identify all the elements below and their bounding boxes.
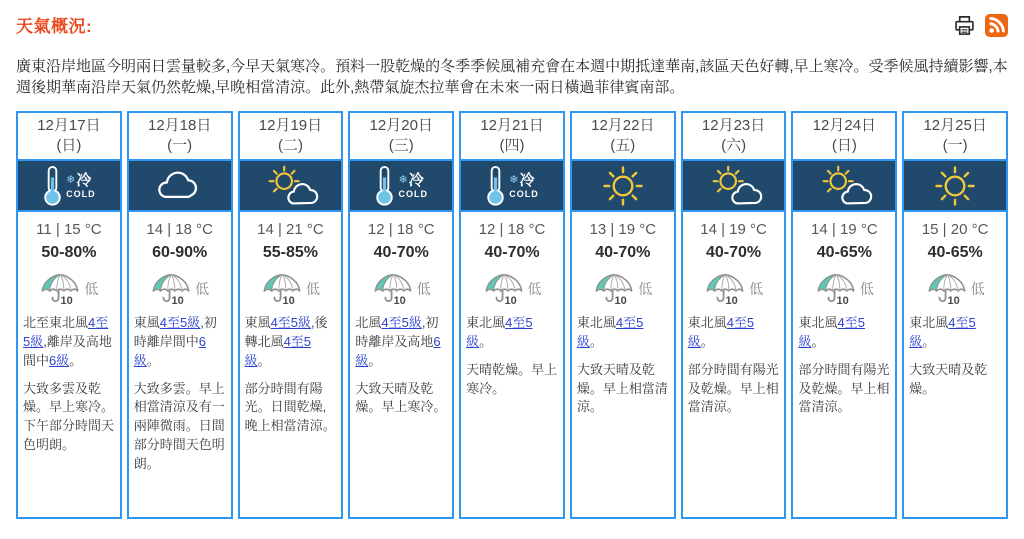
umbrella-psr-icon xyxy=(150,271,192,307)
forecast-day-card xyxy=(238,111,344,519)
weather-icon-cell xyxy=(350,161,452,212)
psr-level-label: 低 xyxy=(638,281,653,297)
forecast-day-card xyxy=(16,111,122,519)
date-label: 12月24日 xyxy=(812,117,877,134)
temperature-range: 14 | 21 °C xyxy=(257,221,324,238)
psr-level-label: 低 xyxy=(305,281,320,297)
humidity-range: 40-70% xyxy=(484,244,540,261)
weather-forecast-text: 部分時間有陽光。日間乾燥,晚上相當清涼。 xyxy=(244,380,336,434)
sun-behind-cloud-icon xyxy=(814,164,874,208)
wind-text: 。 xyxy=(479,333,493,349)
page-header xyxy=(16,12,1008,37)
cold-weather-icon xyxy=(42,164,96,208)
forecast-day-card xyxy=(791,111,897,519)
svg-text:10: 10 xyxy=(171,294,184,307)
humidity-range: 40-70% xyxy=(373,244,429,261)
wind-text: 。 xyxy=(811,333,825,349)
forecast-date xyxy=(18,113,120,161)
forecast-day-card xyxy=(127,111,233,519)
weather-icon-cell xyxy=(461,161,563,212)
wind-forecast-text xyxy=(23,314,115,371)
wind-force-link[interactable]: 4至5級 xyxy=(466,315,533,349)
weather-forecast-text: 部分時間有陽光及乾燥。早上相當清涼。 xyxy=(687,361,779,415)
svg-text:10: 10 xyxy=(503,294,517,307)
cold-label-en: COLD xyxy=(398,188,428,199)
forecast-date xyxy=(240,113,342,161)
wind-forecast-text xyxy=(688,314,780,352)
snowflake-icon: ❄ xyxy=(398,173,408,186)
weekday-label: (日) xyxy=(56,136,82,154)
date-label: 12月22日 xyxy=(591,117,655,134)
wind-force-link[interactable]: 6級 xyxy=(355,333,441,368)
weekday-label: (一) xyxy=(167,136,193,154)
cold-weather-icon xyxy=(485,164,539,208)
temperature-range: 14 | 19 °C xyxy=(811,221,878,238)
svg-text:10: 10 xyxy=(282,294,295,307)
forecast-day-card xyxy=(681,111,787,519)
wind-force-link[interactable]: 4至5級 xyxy=(244,333,312,368)
weekday-label: (二) xyxy=(277,136,303,154)
wind-force-link[interactable]: 4至5級 xyxy=(687,315,755,349)
wind-text: 東北風 xyxy=(798,315,838,330)
wind-force-link[interactable]: 4至5級 xyxy=(270,315,312,330)
temperature-range: 13 | 19 °C xyxy=(589,221,657,238)
umbrella-psr-icon xyxy=(261,271,303,307)
psr-level-label: 低 xyxy=(859,281,874,297)
weekday-label: (六) xyxy=(721,136,747,154)
rss-icon[interactable] xyxy=(985,14,1008,37)
rain-probability xyxy=(466,271,558,307)
temperature-range: 15 | 20 °C xyxy=(921,221,989,238)
weekday-label: (四) xyxy=(499,136,525,154)
forecast-day-body xyxy=(461,212,563,517)
date-label: 12月20日 xyxy=(369,117,433,134)
weather-icon-cell xyxy=(240,161,342,212)
sun-behind-cloud-icon xyxy=(260,164,320,208)
forecast-day-card xyxy=(459,111,565,519)
wind-text: 東北風 xyxy=(466,315,506,330)
snowflake-icon: ❄ xyxy=(66,173,76,186)
forecast-date xyxy=(129,113,231,161)
page-title: 天氣概況: xyxy=(16,17,93,36)
printer-icon[interactable] xyxy=(953,14,976,37)
wind-text: 。 xyxy=(922,333,936,349)
forecast-date xyxy=(350,113,452,161)
weather-forecast-text: 大致天晴及乾燥。早上寒冷。 xyxy=(355,380,447,415)
forecast-day-body xyxy=(129,212,231,517)
weather-forecast-text: 大致多雲及乾燥。早上寒冷。下午部分時間天色明朗。 xyxy=(23,380,115,453)
forecast-day-body xyxy=(18,212,120,517)
rain-probability xyxy=(23,271,115,307)
wind-text: 北至東北風 xyxy=(23,315,89,330)
wind-text: 。 xyxy=(146,352,160,368)
weather-icon-cell xyxy=(18,161,120,212)
cold-label-zh: 冷 xyxy=(408,171,424,189)
wind-text: 。 xyxy=(69,352,83,368)
wind-text: 。 xyxy=(589,333,603,349)
sunny-icon xyxy=(601,164,645,208)
weather-forecast-text: 大致多雲。早上相當清涼及有一兩陣微雨。日間部分時間天色明朗。 xyxy=(133,380,225,471)
wind-text: ,後轉北風 xyxy=(244,315,328,349)
sunny-icon xyxy=(933,164,977,208)
weather-icon-cell xyxy=(572,161,674,212)
wind-forecast-text xyxy=(134,314,226,371)
nine-day-forecast xyxy=(16,111,1008,519)
humidity-range: 60-90% xyxy=(152,244,208,261)
header-toolbar xyxy=(953,14,1008,37)
cold-label-zh: 冷 xyxy=(519,171,535,189)
wind-text: 東風 xyxy=(244,315,271,330)
weekday-label: (三) xyxy=(388,136,414,154)
date-label: 12月17日 xyxy=(37,117,101,134)
psr-level-label: 低 xyxy=(84,281,99,297)
date-label: 12月21日 xyxy=(480,117,544,134)
forecast-date xyxy=(793,113,895,161)
cloudy-icon xyxy=(151,166,209,206)
rain-probability xyxy=(798,271,890,307)
temperature-range: 14 | 19 °C xyxy=(700,221,767,238)
umbrella-psr-icon xyxy=(39,271,81,307)
humidity-range: 40-70% xyxy=(706,244,762,261)
date-label: 12月23日 xyxy=(701,117,766,134)
rain-probability xyxy=(909,271,1001,307)
weather-forecast-text: 天晴乾燥。早上寒冷。 xyxy=(466,361,558,396)
umbrella-psr-icon xyxy=(593,271,635,307)
cold-label-en: COLD xyxy=(66,188,96,199)
weather-forecast-text: 部分時間有陽光及乾燥。早上相當清涼。 xyxy=(798,361,890,415)
psr-level-label: 低 xyxy=(970,281,985,297)
wind-forecast-text xyxy=(245,314,337,371)
thermometer-icon xyxy=(42,164,63,208)
wind-forecast-text xyxy=(466,314,558,352)
wind-text: 。 xyxy=(368,352,382,368)
forecast-day-body xyxy=(350,212,452,517)
humidity-range: 40-65% xyxy=(927,244,983,261)
humidity-range: 55-85% xyxy=(262,244,319,261)
date-label: 12月25日 xyxy=(923,117,987,134)
umbrella-psr-icon xyxy=(704,271,746,307)
forecast-date xyxy=(572,113,674,161)
weekday-label: (日) xyxy=(831,136,857,154)
wind-text: ,初時離岸及高地 xyxy=(355,315,439,349)
wind-force-link[interactable]: 6級 xyxy=(49,352,70,368)
svg-text:10: 10 xyxy=(725,294,738,307)
umbrella-psr-icon xyxy=(926,271,968,307)
forecast-day-card xyxy=(570,111,676,519)
humidity-range: 50-80% xyxy=(41,244,97,261)
weather-icon-cell xyxy=(129,161,231,212)
wind-force-link[interactable]: 4至5級 xyxy=(381,315,422,330)
rain-probability xyxy=(688,271,780,307)
rain-probability xyxy=(355,271,447,307)
date-label: 12月18日 xyxy=(147,117,212,134)
cold-weather-icon xyxy=(374,164,428,208)
temperature-range: 12 | 18 °C xyxy=(478,221,546,238)
wind-force-link[interactable]: 4至5級 xyxy=(23,315,109,349)
wind-force-link[interactable]: 4至5級 xyxy=(576,315,644,349)
psr-level-label: 低 xyxy=(195,281,210,297)
forecast-day-body xyxy=(683,212,785,517)
temperature-range: 11 | 15 °C xyxy=(36,221,102,238)
psr-level-label: 低 xyxy=(416,281,431,297)
temperature-range: 12 | 18 °C xyxy=(367,221,435,238)
cold-label-en: COLD xyxy=(509,188,539,199)
wind-forecast-text xyxy=(798,314,890,352)
weather-icon-cell xyxy=(904,161,1006,212)
wind-text: 。 xyxy=(700,333,714,349)
wind-text: 東風 xyxy=(133,315,160,330)
humidity-range: 40-70% xyxy=(595,244,651,261)
wind-forecast-text xyxy=(577,314,669,352)
wind-force-link[interactable]: 6級 xyxy=(133,333,207,368)
forecast-date xyxy=(683,113,785,161)
wind-text: 東北風 xyxy=(909,315,949,330)
rain-probability xyxy=(134,271,226,307)
forecast-day-body xyxy=(904,212,1006,517)
cold-label-zh: 冷 xyxy=(76,171,92,189)
svg-text:10: 10 xyxy=(947,294,960,307)
svg-text:10: 10 xyxy=(836,294,849,307)
forecast-day-body xyxy=(793,212,895,517)
humidity-range: 40-65% xyxy=(816,244,872,261)
psr-level-label: 低 xyxy=(527,281,542,297)
wind-text: 東北風 xyxy=(687,315,727,330)
weather-icon-cell xyxy=(683,161,785,212)
forecast-day-body xyxy=(240,212,342,517)
umbrella-psr-icon xyxy=(372,271,414,307)
weather-forecast-text: 大致天晴及乾燥。 xyxy=(909,361,988,396)
weekday-label: (五) xyxy=(610,136,636,154)
forecast-date xyxy=(904,113,1006,161)
umbrella-psr-icon xyxy=(815,271,857,307)
wind-text: ,離岸及高地間中 xyxy=(23,333,112,368)
weather-forecast-text: 大致天晴及乾燥。早上相當清涼。 xyxy=(576,361,668,415)
svg-text:10: 10 xyxy=(614,294,627,307)
forecast-day-body xyxy=(572,212,674,517)
snowflake-icon: ❄ xyxy=(509,173,519,186)
wind-text: 北風 xyxy=(355,315,382,330)
forecast-day-card xyxy=(902,111,1008,519)
wind-force-link[interactable]: 4至5級 xyxy=(798,315,865,349)
wind-force-link[interactable]: 4至5級 xyxy=(159,315,201,330)
rain-probability xyxy=(245,271,337,307)
wind-text: 東北風 xyxy=(576,315,616,330)
wind-text: 。 xyxy=(257,352,271,368)
wind-forecast-text xyxy=(909,314,1001,352)
weather-summary-text: 廣東沿岸地區今明兩日雲量較多,今早天氣寒冷。預料一股乾燥的冬季季候風補充會在本週中期抵達華南,該區天色好轉,早上寒冷。受季候風持續影響,本週後期華南沿岸天氣仍然乾燥,早晚相當清涼。此外,熱帶氣旋杰拉華會在未來一兩日橫過菲律賓南部。 xyxy=(16,58,1008,96)
svg-text:10: 10 xyxy=(393,294,406,307)
wind-text: ,初時離岸間中 xyxy=(133,315,217,349)
svg-text:10: 10 xyxy=(60,294,74,307)
forecast-date xyxy=(461,113,563,161)
sun-behind-cloud-icon xyxy=(704,164,764,208)
temperature-range: 14 | 18 °C xyxy=(146,221,213,238)
wind-forecast-text xyxy=(355,314,447,371)
thermometer-icon xyxy=(485,164,506,208)
date-label: 12月19日 xyxy=(258,117,323,134)
thermometer-icon xyxy=(374,164,395,208)
umbrella-psr-icon xyxy=(483,271,525,307)
psr-level-label: 低 xyxy=(749,281,764,297)
rain-probability xyxy=(577,271,669,307)
weather-icon-cell xyxy=(793,161,895,212)
weekday-label: (一) xyxy=(942,136,968,154)
wind-force-link[interactable]: 4至5級 xyxy=(909,315,976,349)
forecast-day-card xyxy=(348,111,454,519)
